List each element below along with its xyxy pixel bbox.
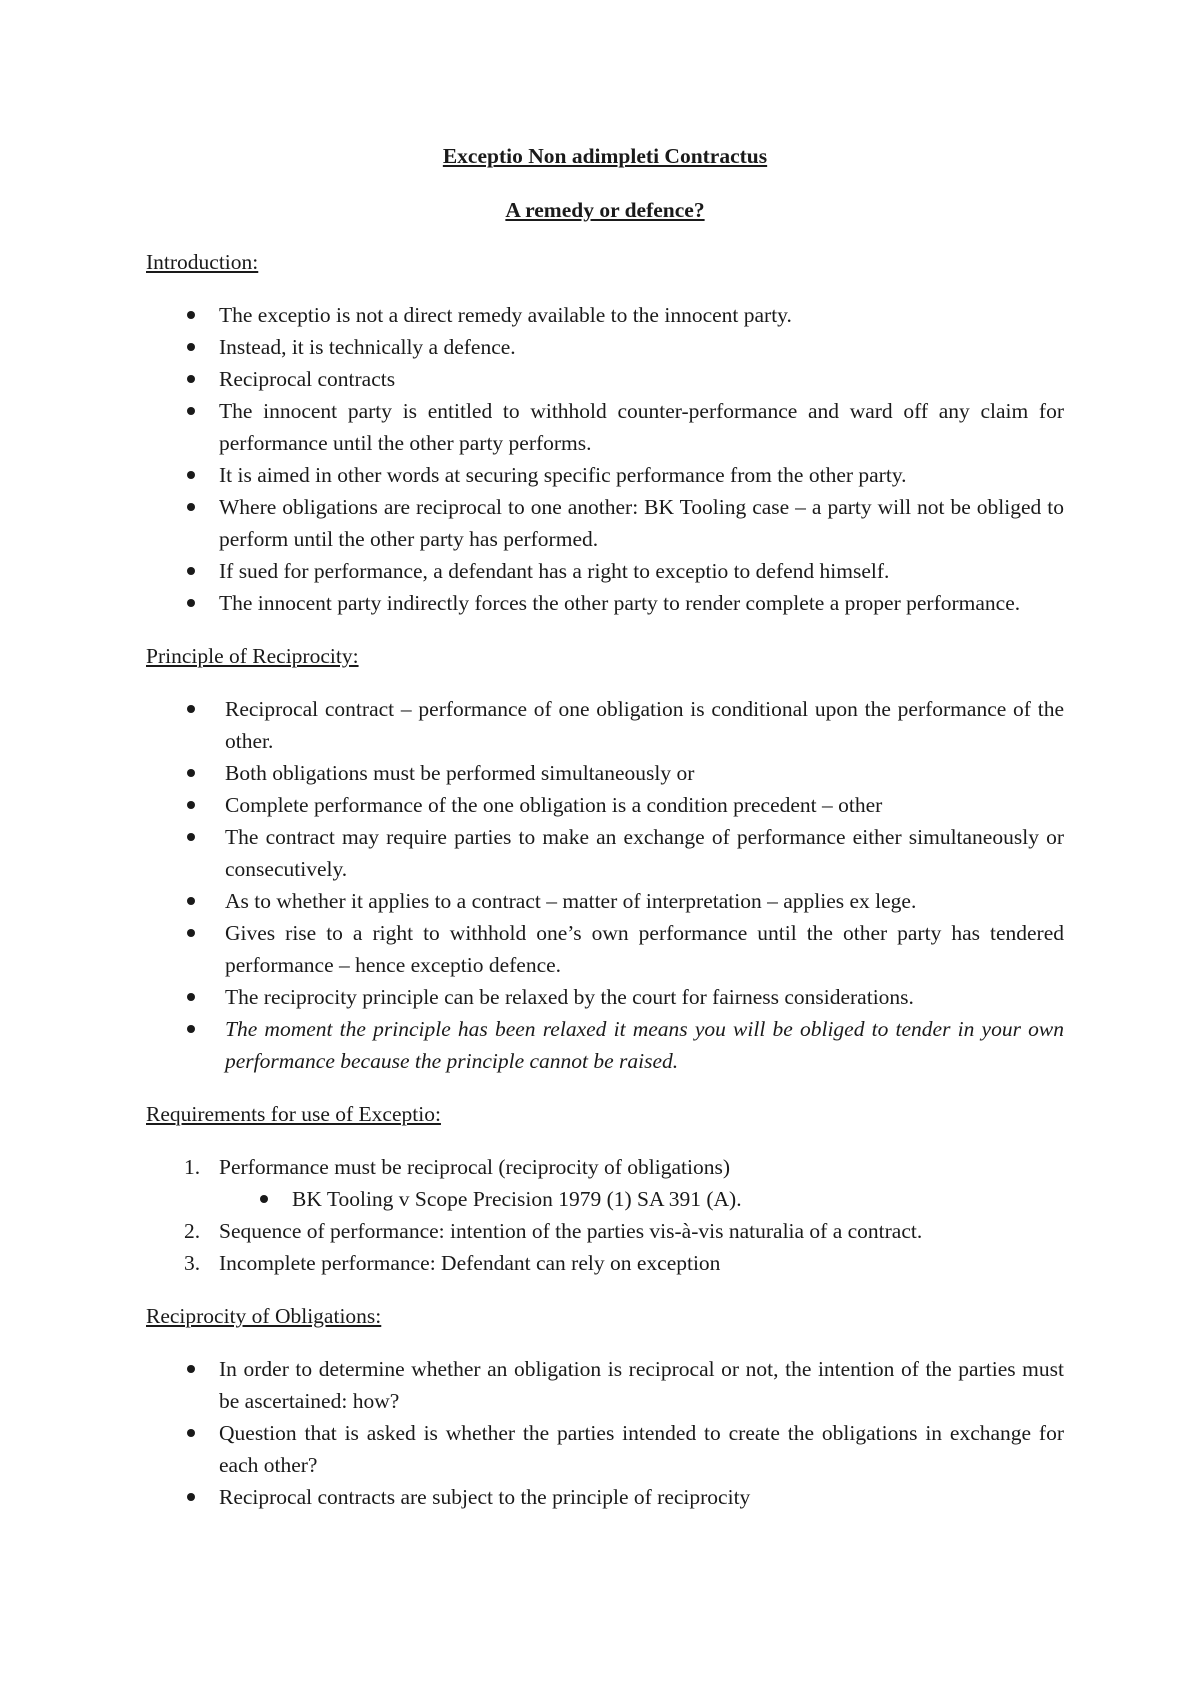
item-number: 3. [184, 1251, 201, 1275]
numbered-item [146, 1151, 1064, 1215]
document-page [146, 140, 1064, 1534]
list-item: Reciprocal contracts are subject to the principle of reciprocity [146, 1481, 1064, 1513]
document-title: Exceptio Non adimpleti Contractus [442, 144, 768, 168]
obligations-heading: Reciprocity of Obligations: [146, 1304, 382, 1328]
sub-list [219, 1183, 1064, 1215]
document-subtitle: A remedy or defence? [505, 198, 705, 222]
list-item: As to whether it applies to a contract – matter of interpretation – applies ex lege. [146, 885, 1064, 917]
list-item: In order to determine whether an obligation is reciprocal or not, the intention of the parties must be ascertained: how? [146, 1353, 1064, 1417]
list-item: Instead, it is technically a defence. [146, 331, 1064, 363]
sub-list-item: BK Tooling v Scope Precision 1979 (1) SA 391 (A). [219, 1183, 1064, 1215]
introduction-heading: Introduction: [146, 250, 259, 274]
item-number: 2. [184, 1219, 201, 1243]
list-item: If sued for performance, a defendant has a right to exceptio to defend himself. [146, 555, 1064, 587]
list-item: Question that is asked is whether the parties intended to create the obligations in exchange for each other? [146, 1417, 1064, 1481]
list-item: Reciprocal contract – performance of one obligation is conditional upon the performance of the other. [146, 693, 1064, 757]
list-item: The reciprocity principle can be relaxed by the court for fairness considerations. [146, 981, 1064, 1013]
list-item: The contract may require parties to make an exchange of performance either simultaneously or consecutively. [146, 821, 1064, 885]
list-item: Both obligations must be performed simultaneously or [146, 757, 1064, 789]
list-item: Gives rise to a right to withhold one’s own performance until the other party has tendered performance – hence exceptio defence. [146, 917, 1064, 981]
principle-list [146, 693, 1064, 1077]
list-item: The innocent party indirectly forces the other party to render complete a proper performance. [146, 587, 1064, 619]
requirements-heading: Requirements for use of Exceptio: [146, 1102, 441, 1126]
item-text: Performance must be reciprocal (reciprocity of obligations) [219, 1155, 731, 1179]
list-item-emphasis: The moment the principle has been relaxed it means you will be obliged to tender in your own performance because the principle cannot be raised. [146, 1013, 1064, 1077]
item-text: Incomplete performance: Defendant can rely on exception [219, 1251, 721, 1275]
obligations-list [146, 1353, 1064, 1513]
list-item: The innocent party is entitled to withhold counter-performance and ward off any claim for performance until the other party performs. [146, 395, 1064, 459]
requirements-list [146, 1151, 1064, 1279]
item-text: Sequence of performance: intention of the parties vis-à-vis naturalia of a contract. [219, 1219, 923, 1243]
introduction-list [146, 299, 1064, 619]
list-item: Complete performance of the one obligation is a condition precedent – other [146, 789, 1064, 821]
numbered-item [146, 1215, 1064, 1247]
item-number: 1. [184, 1155, 201, 1179]
list-item: It is aimed in other words at securing specific performance from the other party. [146, 459, 1064, 491]
principle-heading: Principle of Reciprocity: [146, 644, 359, 668]
list-item: The exceptio is not a direct remedy available to the innocent party. [146, 299, 1064, 331]
list-item: Where obligations are reciprocal to one another: BK Tooling case – a party will not be obliged to perform until the other party has performed. [146, 491, 1064, 555]
numbered-item [146, 1247, 1064, 1279]
list-item: Reciprocal contracts [146, 363, 1064, 395]
